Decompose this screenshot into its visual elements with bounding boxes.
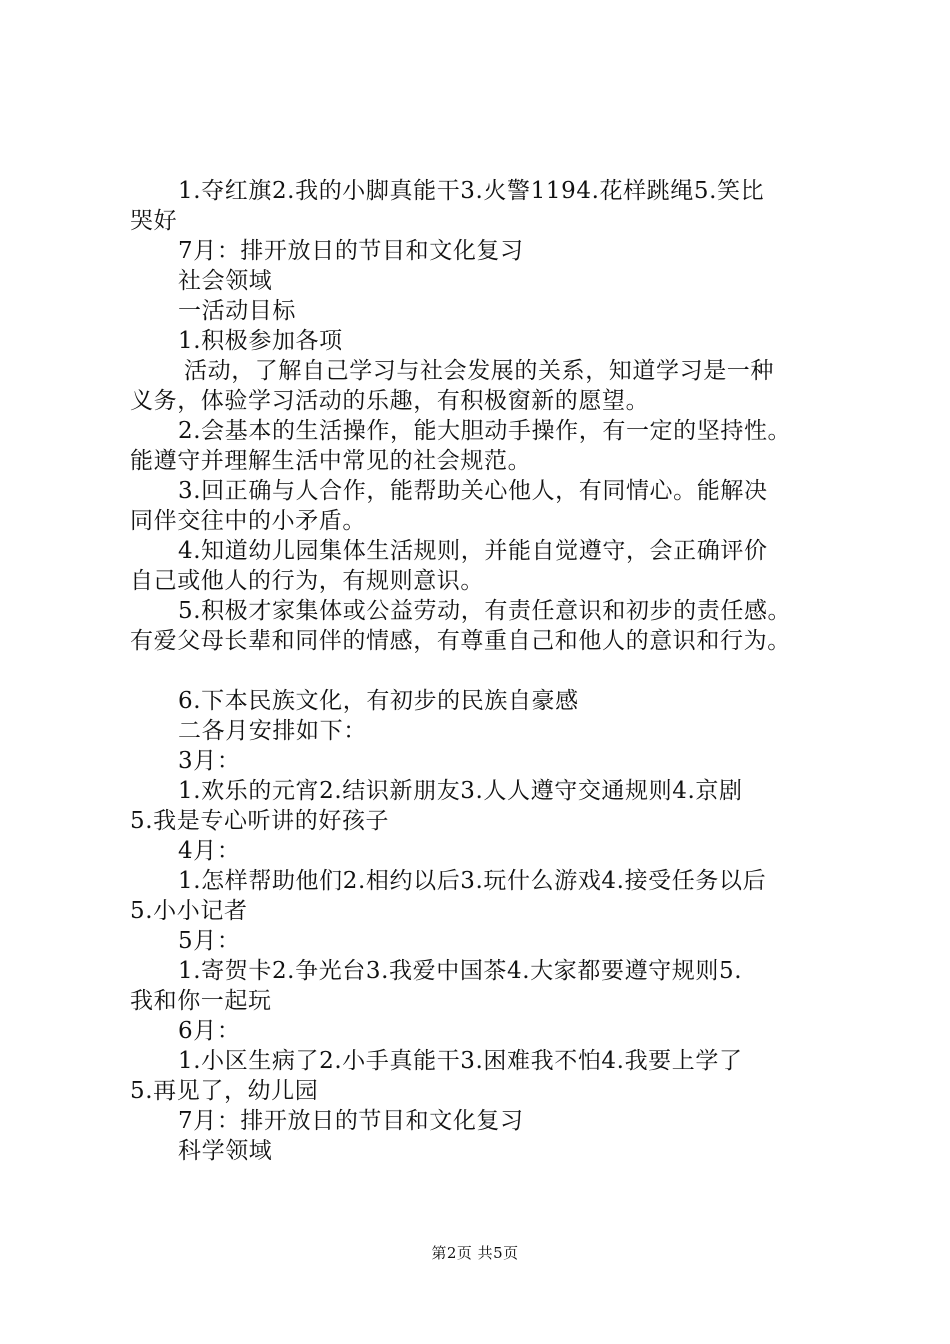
text-line: 我和你一起玩 <box>130 988 272 1014</box>
text-line: 5.小小记者 <box>130 898 248 924</box>
text-line: 5.再见了，幼儿园 <box>130 1078 319 1104</box>
text-line: 6月： <box>178 1018 241 1044</box>
text-line: 4.知道幼儿园集体生活规则，并能自觉遵守，会正确评价 <box>178 538 768 564</box>
text-line: 7月：排开放日的节目和文化复习 <box>178 1108 524 1134</box>
text-line: 1.寄贺卡2.争光台3.我爱中国茶4.大家都要遵守规则5. <box>178 958 743 984</box>
text-line: 1.积极参加各项 <box>178 328 343 354</box>
text-line: 一活动目标 <box>178 298 296 324</box>
text-line: 7月：排开放日的节目和文化复习 <box>178 238 524 264</box>
text-line: 有爱父母长辈和同伴的情感，有尊重自己和他人的意识和行为。 <box>130 628 791 654</box>
page-footer: 第2页 共5页 <box>431 1244 519 1262</box>
text-line: 科学领域 <box>178 1138 273 1164</box>
text-line: 1.小区生病了2.小手真能干3.困难我不怕4.我要上学了 <box>178 1048 743 1074</box>
text-line: 6.下本民族文化，有初步的民族自豪感 <box>178 688 579 714</box>
blank-line <box>130 656 850 686</box>
text-line: 3月： <box>178 748 241 774</box>
text-line: 3.回正确与人合作，能帮助关心他人，有同情心。能解决 <box>178 478 768 504</box>
text-line: 二各月安排如下： <box>178 718 367 744</box>
text-line: 5.积极才家集体或公益劳动，有责任意识和初步的责任感。 <box>178 598 792 624</box>
text-line: 5.我是专心听讲的好孩子 <box>130 808 390 834</box>
text-line: 4月： <box>178 838 241 864</box>
text-line: 社会领域 <box>178 268 273 294</box>
document-body <box>130 176 850 1166</box>
text-line: 哭好 <box>130 208 178 234</box>
text-line: 能遵守并理解生活中常见的社会规范。 <box>130 448 532 474</box>
text-line: 自己或他人的行为，有规则意识。 <box>130 568 484 594</box>
text-line: 5月： <box>178 928 241 954</box>
text-line: 1.夺红旗2.我的小脚真能干3.火警1194.花样跳绳5.笑比 <box>178 178 765 204</box>
text-line: 活动，了解自己学习与社会发展的关系，知道学习是一种 <box>184 358 774 384</box>
text-line: 2.会基本的生活操作，能大胆动手操作，有一定的坚持性。 <box>178 418 792 444</box>
text-line: 1.欢乐的元宵2.结识新朋友3.人人遵守交通规则4.京剧 <box>178 778 743 804</box>
text-line: 1.怎样帮助他们2.相约以后3.玩什么游戏4.接受任务以后 <box>178 868 767 894</box>
text-line: 义务，体验学习活动的乐趣，有积极窗新的愿望。 <box>130 388 650 414</box>
text-line: 同伴交往中的小矛盾。 <box>130 508 366 534</box>
